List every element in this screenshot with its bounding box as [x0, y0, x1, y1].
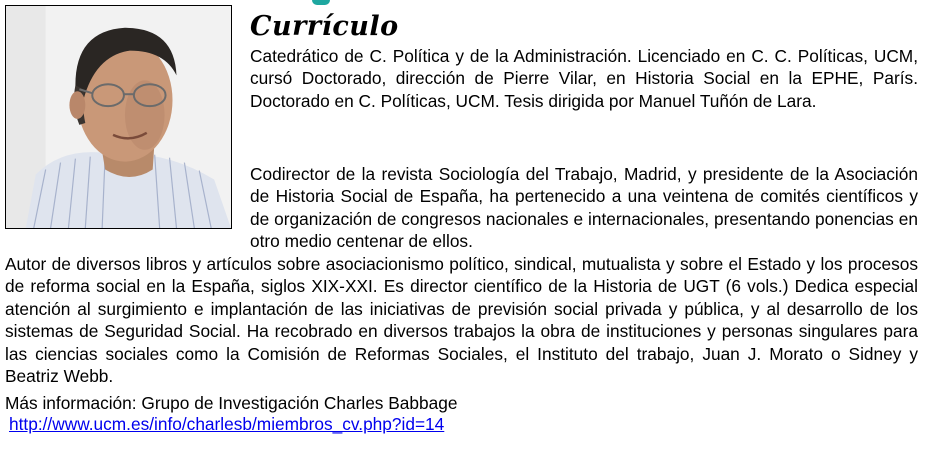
bio-paragraph-publications: Autor de diversos libros y artículos sobre asociacionismo político, sindical, mutualista y sobre el Estado y los procesos de reforma social en la España, siglos XIX-XXI. Es director científico de la Historia de UGT (6 vols.) Dedica especial atención al surgimiento e implantación de las iniciativas de previsión social privada y pública, y al desarrollo de los sistemas de Seguridad Social. Ha recobrado en diversos trabajos la obra de instituciones y personas singulares para las ciencias sociales como la Comisión de Reformas Sociales, el Instituto del trabajo, Juan J. Morato o Sidney y Beatriz Webb. — [5, 254, 918, 387]
bio-paragraph-education: Catedrático de C. Política y de la Administración. Licenciado en C. C. Políticas, UCM, cursó Doctorado, dirección de Pierre Vilar, en Historia Social en la EPHE, París. Doctorado en C. Políticas, UCM. Tesis dirigida por Manuel Tuñón de Lara. — [250, 46, 918, 111]
bio-paragraph-roles: Codirector de la revista Sociología del Trabajo, Madrid, y presidente de la Asociación de Historia Social de España, ha pertenecido a una veintena de comités científicos y de organización de congresos nacionales e internacionales, presentando ponencias en otro medio centenar de ellos. — [250, 164, 918, 252]
heading-decoration — [312, 0, 330, 5]
page-title: Currículo — [250, 11, 399, 42]
portrait-photo — [5, 5, 232, 229]
portrait-icon — [6, 6, 231, 228]
cv-link[interactable]: http://www.ucm.es/info/charlesb/miembros_cv.php?id=14 — [9, 414, 445, 434]
more-info-text: Más información: Grupo de Investigación Charles Babbage — [5, 393, 458, 413]
